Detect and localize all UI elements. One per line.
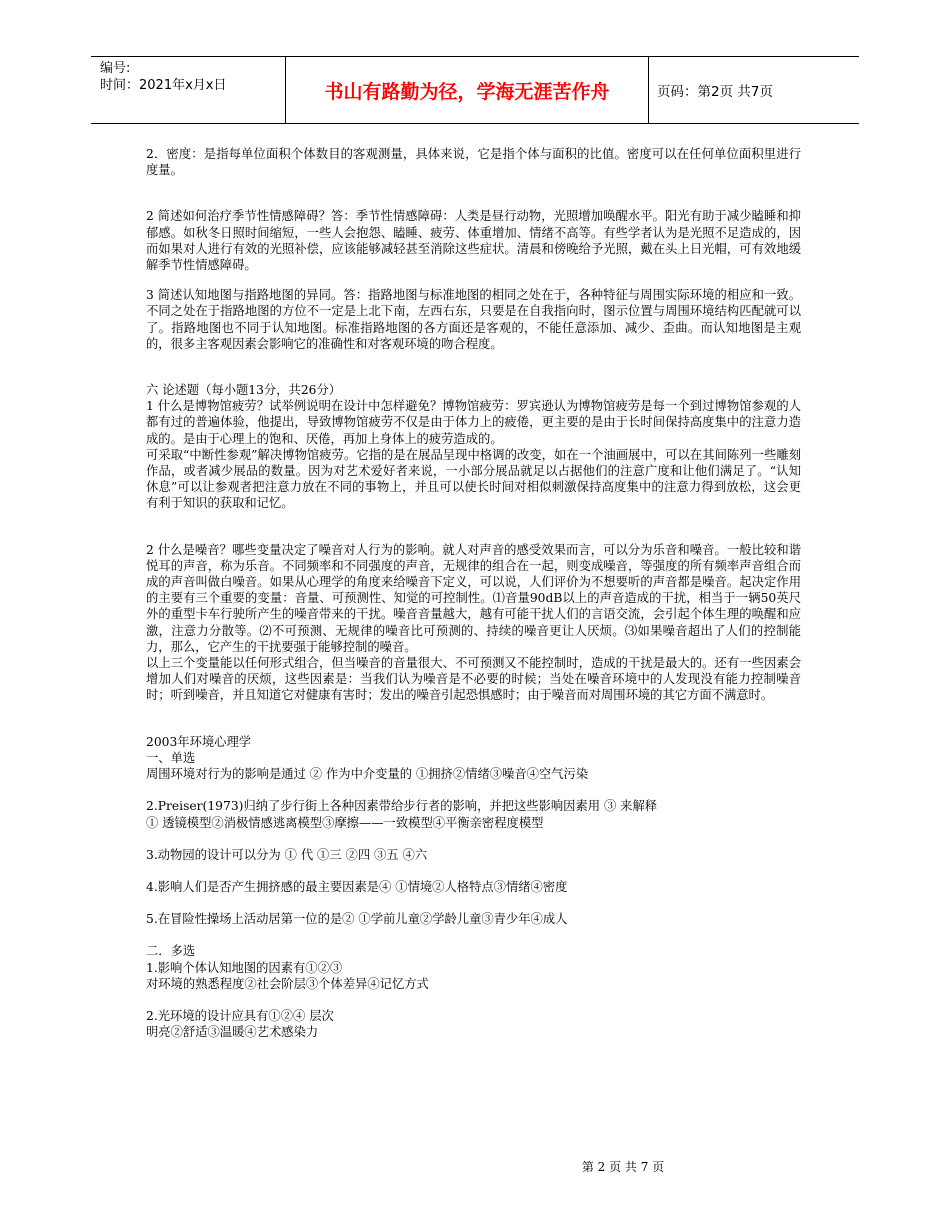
- paragraph: 2003年环境心理学: [146, 734, 252, 749]
- document-body: [146, 146, 801, 1040]
- paragraph: 1 什么是博物馆疲劳？试举例说明在设计中怎样避免？博物馆疲劳：罗宾逊认为博物馆疲劳是每一个到过博物馆参观的人都有过的普遍体验，他提出，导致博物馆疲劳不仅是由于体力上的疲倦，更主要的是由于长时间保持高度集中的注意力造成的。是由于心理上的饱和、厌倦，再加上身体上的疲劳造成的。: [146, 399, 801, 446]
- paragraph: 一、单选: [146, 750, 196, 765]
- paragraph: ① 透镜模型②消极情感逃离模型③摩擦——一致模型④平衡亲密程度模型: [146, 815, 544, 830]
- paragraph: 2．密度：是指每单位面积个体数目的客观测量，具体来说，它是指个体与面积的比值。密度可以在任何单位面积里进行度量。: [146, 147, 801, 178]
- page-footer: 第 2 页 共 7 页: [581, 1160, 665, 1174]
- paragraph: 1.影响个体认知地图的因素有①②③: [146, 960, 343, 975]
- paragraph: 2.Preiser(1973)归纳了步行街上各种因素带给步行者的影响，并把这些影响因素用 ③ 来解释: [146, 799, 658, 814]
- paragraph: 2 什么是噪音？哪些变量决定了噪音对人行为的影响。就人对声音的感受效果而言，可以分为乐音和噪音。一般比较和谐悦耳的声音，称为乐音。不同频率和不同强度的声音，无规律的组合在一起，则变成噪音，等强度的所有频率声音组合而成的声音叫做白噪音。如果从心理学的角度来给噪音下定义，可以说，人们评价为不想要听的声音都是噪音。起决定作用的主要有三个重要的变量：音量、可预测性、知觉的可控制性。⑴音量90dB以上的声音造成的干扰，相当于一辆50英尺外的重型卡车行驶所产生的噪音带来的干扰。噪音音量越大，越有可能干扰人们的言语交流，会引起个体生理的唤醒和应激，注意力分散等。⑵不可预测、无规律的噪音比可预测的、持续的噪音更让人厌烦。⑶如果噪音超出了人们的控制能力，那么，它产生的干扰要强于能够控制的噪音。: [146, 542, 801, 654]
- header-page-number: 页码：第2页 共7页: [657, 84, 773, 100]
- document-date: 时间：2021年x月x日: [100, 78, 227, 93]
- paragraph: 六 论述题（每小题13分，共26分）: [146, 383, 342, 398]
- paragraph: 周围环境对行为的影响是通过 ② 作为中介变量的 ①拥挤②情绪③噪音④空气污染: [146, 767, 589, 782]
- paragraph: 2.光环境的设计应具有①②④ 层次: [146, 1008, 334, 1023]
- paragraph: 对环境的熟悉程度②社会阶层③个体差异④记忆方式: [146, 976, 429, 991]
- document-number: 编号:: [100, 61, 131, 76]
- paragraph: 4.影响人们是否产生拥挤感的最主要因素是④ ①情境②人格特点③情绪④密度: [146, 879, 568, 894]
- paragraph: 可采取“中断性参观”解决博物馆疲劳。它指的是在展品呈现中格调的改变，如在一个油画展中，可以在其间陈列一些雕刻作品，或者减少展品的数量。因为对艺术爱好者来说，一小部分展品就足以占据他们的注意广度和让他们满足了。“认知休息”可以让参观者把注意力放在不同的事物上，并且可以使长时间对相似刺激保持高度集中的注意力得到放松，这会更有利于知识的获取和记忆。: [146, 447, 801, 511]
- paragraph: 3 简述认知地图与指路地图的异同。答：指路地图与标准地图的相同之处在于，各种特征与周围实际环境的相应和一致。不同之处在于指路地图的方位不一定是上北下南，左西右东，只要是在自我指向时，图示位置与周围环境结构匹配就可以了。指路地图也不同于认知地图。标准指路地图的各方面还是客观的，不能任意添加、减少、歪曲。而认知地图是主观的，很多主客观因素会影响它的准确性和对客观环境的吻合程度。: [146, 288, 801, 351]
- paragraph: 3.动物园的设计可以分为 ① 代 ①三 ②四 ③五 ④六: [146, 847, 428, 862]
- paragraph: 5.在冒险性操场上活动居第一位的是② ①学前儿童②学龄儿童③青少年④成人: [146, 912, 568, 927]
- paragraph: 以上三个变量能以任何形式组合，但当噪音的音量很大、不可预测又不能控制时，造成的干扰是最大的。还有一些因素会增加人们对噪音的厌烦，这些因素是：当我们认为噪音是不必要的时候；当处在噪音环境中的人发现没有能力控制噪音时；听到噪音，并且知道它对健康有害时；发出的噪音引起恐惧感时；由于噪音而对周围环境的其它方面不满意时。: [146, 656, 801, 703]
- paragraph: 二．多选: [146, 944, 196, 959]
- page-header: [91, 56, 859, 124]
- header-motto: 书山有路勤为径，学海无涯苦作舟: [285, 57, 649, 123]
- header-meta: [91, 57, 285, 123]
- paragraph: 2 简述如何治疗季节性情感障碍？答：季节性情感障碍：人类是昼行动物，光照增加唤醒水平。阳光有助于减少瞌睡和抑郁感。如秋冬日照时间缩短，一些人会抱怨、瞌睡、疲劳、体重增加、情绪不高等。有些学者认为是光照不足造成的，因而如果对人进行有效的光照补偿，应该能够减轻甚至消除这些症状。清晨和傍晚给予光照，戴在头上日光帽，可有效地缓解季节性情感障碍。: [146, 209, 801, 273]
- paragraph: 明亮②舒适③温暖④艺术感染力: [146, 1025, 319, 1040]
